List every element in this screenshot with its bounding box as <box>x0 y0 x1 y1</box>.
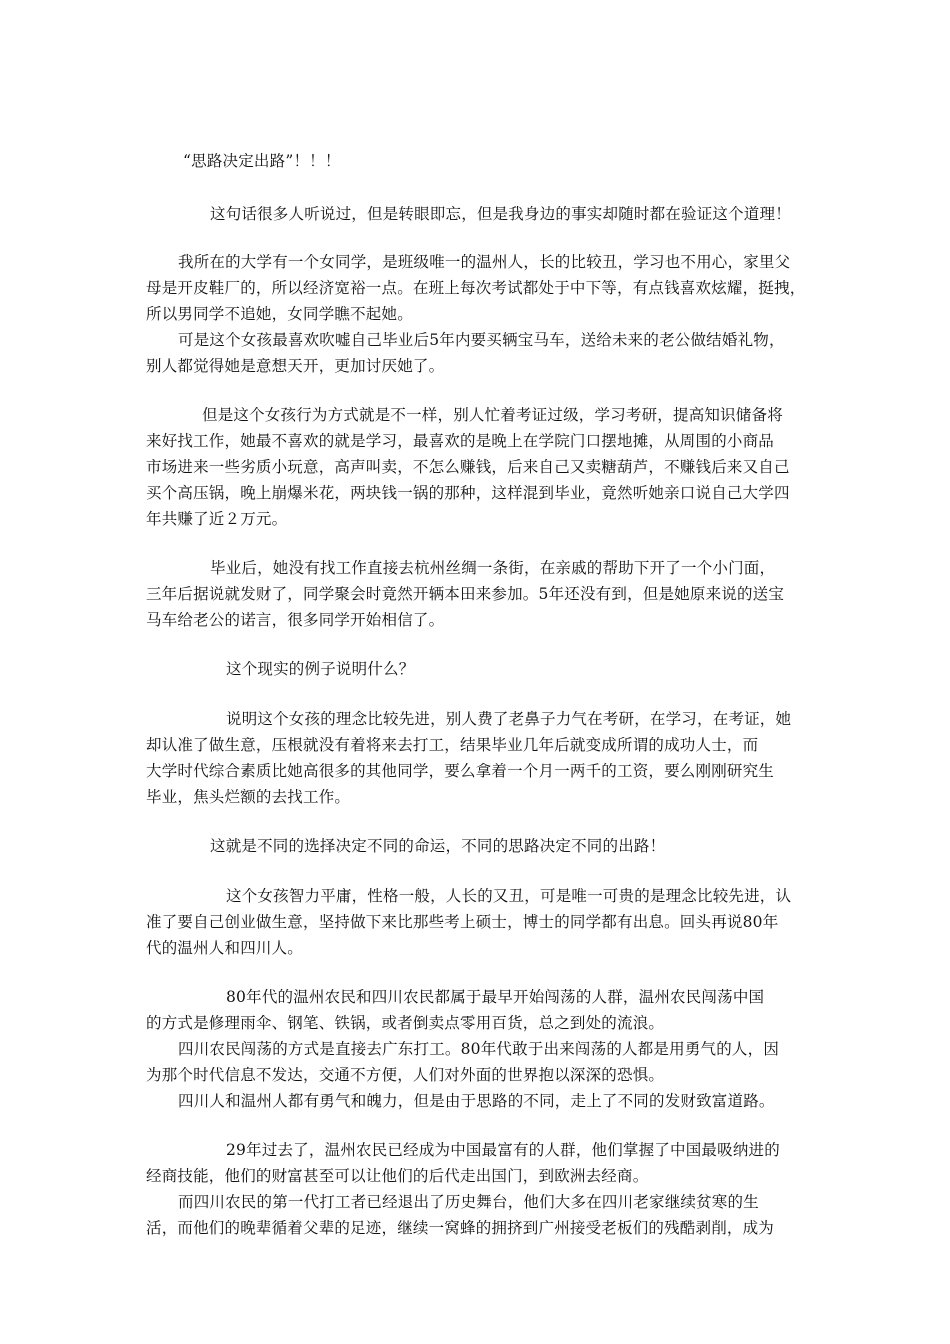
paragraph-line: 毕业后，她没有找工作直接去杭州丝绸一条街，在亲戚的帮助下开了一个小门面， <box>210 559 776 577</box>
paragraph-line: 但是这个女孩行为方式就是不一样，别人忙着考证过级，学习考研，提高知识储备将 <box>202 406 783 424</box>
paragraph-line: 毕业，焦头烂额的去找工作。 <box>146 788 351 806</box>
paragraph-line: 我所在的大学有一个女同学，是班级唯一的温州人，长的比较丑，学习也不用心，家里父 <box>178 253 791 271</box>
paragraph-line: 三年后据说就发财了，同学聚会时竟然开辆本田来参加。5年还没有到，但是她原来说的送宝 <box>146 585 785 603</box>
paragraph-line: 这个现实的例子说明什么？ <box>226 660 415 678</box>
paragraph-line: 母是开皮鞋厂的，所以经济宽裕一点。在班上每次考试都处于中下等，有点钱喜欢炫耀，挺拽， <box>146 279 806 297</box>
paragraph-line: 这句话很多人听说过，但是转眼即忘，但是我身边的事实却随时都在验证这个道理！ <box>210 205 791 223</box>
paragraph-line: 代的温州人和四川人。 <box>146 939 304 957</box>
paragraph-line: 而四川农民的第一代打工者已经退出了历史舞台，他们大多在四川老家继续贫寒的生 <box>178 1193 759 1211</box>
paragraph-line: 大学时代综合素质比她高很多的其他同学，要么拿着一个月一两千的工资，要么刚刚研究生 <box>146 762 775 780</box>
paragraph-line: 经商技能，他们的财富甚至可以让他们的后代走出国门，到欧洲去经商。 <box>146 1167 649 1185</box>
paragraph-line: 四川农民闯荡的方式是直接去广东打工。80年代敢于出来闯荡的人都是用勇气的人，因 <box>178 1040 780 1058</box>
paragraph-line: 说明这个女孩的理念比较先进，别人费了老鼻子力气在考研，在学习，在考证，她 <box>226 710 792 728</box>
paragraph-line: 可是这个女孩最喜欢吹嘘自己毕业后5年内要买辆宝马车，送给未来的老公做结婚礼物， <box>178 331 785 349</box>
paragraph-line: 29年过去了，温州农民已经成为中国最富有的人群，他们掌握了中国最吸纳进的 <box>226 1141 780 1159</box>
paragraph-line: 准了要自己创业做生意，坚持做下来比那些考上硕士，博士的同学都有出息。回头再说80年 <box>146 913 779 931</box>
paragraph-line: 所以男同学不追她，女同学瞧不起她。 <box>146 305 413 323</box>
paragraph-line: 这就是不同的选择决定不同的命运，不同的思路决定不同的出路！ <box>210 837 666 855</box>
paragraph-line: 活，而他们的晚辈循着父辈的足迹，继续一窝蜂的拥挤到广州接受老板们的残酷剥削，成为 <box>146 1219 775 1237</box>
document-title: “思路决定出路”！！！ <box>183 152 341 170</box>
paragraph-line: 年共赚了近２万元。 <box>146 510 288 528</box>
paragraph-line: 为那个时代信息不发达，交通不方便，人们对外面的世界抱以深深的恐惧。 <box>146 1066 665 1084</box>
paragraph-line: 别人都觉得她是意想天开，更加讨厌她了。 <box>146 357 445 375</box>
paragraph-line: 四川人和温州人都有勇气和魄力，但是由于思路的不同，走上了不同的发财致富道路。 <box>178 1092 775 1110</box>
paragraph-line: 马车给老公的诺言，很多同学开始相信了。 <box>146 611 445 629</box>
paragraph-line: 市场进来一些劣质小玩意，高声叫卖，不怎么赚钱，后来自己又卖糖葫芦，不赚钱后来又自己 <box>146 458 790 476</box>
paragraph-line: 80年代的温州农民和四川农民都属于最早开始闯荡的人群，温州农民闯荡中国 <box>226 988 765 1006</box>
paragraph-line: 这个女孩智力平庸，性格一般，人长的又丑，可是唯一可贵的是理念比较先进，认 <box>226 887 792 905</box>
paragraph-line: 却认准了做生意，压根就没有着将来去打工，结果毕业几年后就变成所谓的成功人士，而 <box>146 736 759 754</box>
paragraph-line: 买个高压锅，晚上崩爆米花，两块钱一锅的那种，这样混到毕业，竟然听她亲口说自己大学四 <box>146 484 790 502</box>
paragraph-line: 的方式是修理雨伞、钢笔、铁锅，或者倒卖点零用百货，总之到处的流浪。 <box>146 1014 665 1032</box>
paragraph-line: 来好找工作，她最不喜欢的就是学习，最喜欢的是晚上在学院门口摆地摊，从周围的小商品 <box>146 432 775 450</box>
